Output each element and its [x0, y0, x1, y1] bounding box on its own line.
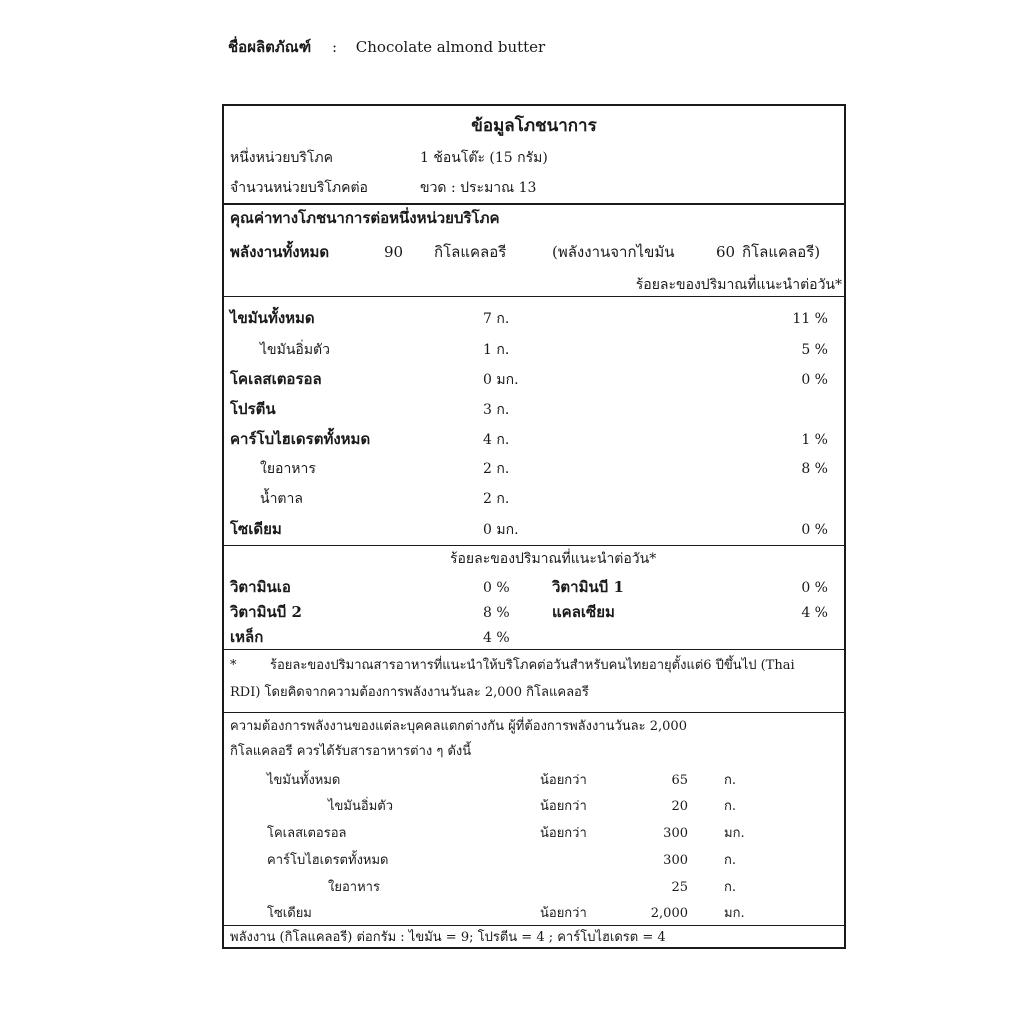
nutrient-amount-sugars: 2 ก.: [483, 491, 510, 507]
nutrient-dv-cholesterol: 0 %: [801, 372, 828, 388]
nutrient-amount-protein: 3 ก.: [483, 402, 510, 418]
nutrient-name-sodium: โซเดียม: [230, 520, 282, 538]
panel-title: ข้อมูลโภชนาการ: [471, 116, 597, 136]
energy-from-fat-value: 60: [716, 243, 736, 261]
nutrient-dv-saturated-fat: 5 %: [801, 342, 828, 358]
guidance-unit-cholesterol: มก.: [724, 826, 745, 841]
nutrient-name-total-fat: ไขมันทั้งหมด: [230, 309, 315, 327]
guidance-qualifier-total-fat: น้อยกว่า: [540, 773, 587, 788]
vitamin-name-b1: วิตามินบี 1: [552, 578, 624, 596]
guidance-line-2: กิโลแคลอรี ควรได้รับสารอาหารต่าง ๆ ดังนี้: [230, 744, 472, 759]
serving-size-label: หนึ่งหน่วยบริโภค: [230, 150, 334, 166]
nutrient-name-protein: โปรตีน: [230, 400, 276, 418]
vitamin-value-a: 0 %: [483, 580, 510, 596]
energy-from-fat-unit: กิโลแคลอรี): [742, 243, 821, 261]
footnote-line-1: ร้อยละของปริมาณสารอาหารที่แนะนำให้บริโภคต่อวันสำหรับคนไทยอายุตั้งแต่6 ปีขึ้นไป (Thai: [270, 658, 795, 673]
mineral-value-calcium: 4 %: [801, 605, 828, 621]
servings-per-container-value: ขวด : ประมาณ 13: [420, 180, 537, 196]
guidance-value-total-fat: 65: [671, 773, 688, 788]
guidance-unit-total-fat: ก.: [724, 773, 737, 788]
footnote-line-2: RDI) โดยคิดจากความต้องการพลังงานวันละ 2,000 กิโลแคลอรี: [230, 685, 589, 700]
nutrient-dv-dietary-fiber: 8 %: [801, 461, 828, 477]
mineral-name-calcium: แคลเซียม: [552, 603, 615, 621]
divider: [224, 203, 844, 205]
nutrient-amount-dietary-fiber: 2 ก.: [483, 461, 510, 477]
daily-value-heading: ร้อยละของปริมาณที่แนะนำต่อวัน*: [635, 277, 842, 293]
divider: [224, 296, 844, 297]
product-name-label: ชื่อผลิตภัณฑ์: [228, 38, 312, 56]
nutrient-name-cholesterol: โคเลสเตอรอล: [230, 370, 322, 388]
divider: [224, 712, 844, 713]
guidance-unit-sodium: มก.: [724, 906, 745, 921]
vitamin-value-b1: 0 %: [801, 580, 828, 596]
guidance-unit-dietary-fiber: ก.: [724, 880, 737, 895]
serving-size-value: 1 ช้อนโต๊ะ (15 กรัม): [420, 150, 548, 166]
guidance-name-saturated-fat: ไขมันอิ่มตัว: [328, 799, 393, 814]
guidance-value-cholesterol: 300: [663, 826, 688, 841]
guidance-name-dietary-fiber: ใยอาหาร: [328, 880, 380, 895]
vitamin-value-b2: 8 %: [483, 605, 510, 621]
guidance-qualifier-cholesterol: น้อยกว่า: [540, 826, 587, 841]
nutrient-dv-total-carbohydrate: 1 %: [801, 432, 828, 448]
guidance-value-dietary-fiber: 25: [671, 880, 688, 895]
mineral-name-iron: เหล็ก: [230, 628, 264, 646]
guidance-name-total-carbohydrate: คาร์โบไฮเดรตทั้งหมด: [267, 853, 389, 868]
product-name-value: Chocolate almond butter: [355, 38, 546, 56]
guidance-value-saturated-fat: 20: [671, 799, 688, 814]
nutrient-amount-cholesterol: 0 มก.: [483, 372, 519, 388]
divider: [224, 649, 844, 650]
vitamins-heading: ร้อยละของปริมาณที่แนะนำต่อวัน*: [450, 551, 657, 567]
energy-value: 90: [384, 243, 404, 261]
nutrient-dv-sodium: 0 %: [801, 522, 828, 538]
nutrient-amount-total-fat: 7 ก.: [483, 311, 510, 327]
guidance-qualifier-saturated-fat: น้อยกว่า: [540, 799, 587, 814]
guidance-unit-total-carbohydrate: ก.: [724, 853, 737, 868]
vitamin-name-b2: วิตามินบี 2: [230, 603, 302, 621]
nutrient-amount-saturated-fat: 1 ก.: [483, 342, 510, 358]
energy-from-fat-label: (พลังงานจากไขมัน: [552, 243, 675, 261]
nutrient-amount-sodium: 0 มก.: [483, 522, 519, 538]
energy-unit: กิโลแคลอรี: [434, 243, 507, 261]
vitamin-name-a: วิตามินเอ: [230, 578, 291, 596]
footnote-marker: *: [230, 658, 237, 673]
nutrition-facts-panel: [222, 104, 846, 949]
product-name-line: [228, 35, 545, 59]
nutrient-amount-total-carbohydrate: 4 ก.: [483, 432, 510, 448]
guidance-name-cholesterol: โคเลสเตอรอล: [267, 826, 347, 841]
product-name-separator: :: [331, 38, 338, 56]
energy-label: พลังงานทั้งหมด: [230, 243, 330, 261]
guidance-line-1: ความต้องการพลังงานของแต่ละบุคคลแตกต่างกัน ผู้ที่ต้องการพลังงานวันละ 2,000: [230, 719, 687, 734]
guidance-value-total-carbohydrate: 300: [663, 853, 688, 868]
energy-per-gram-note: พลังงาน (กิโลแคลอรี) ต่อกรัม : ไขมัน = 9; โปรตีน = 4 ; คาร์โบไฮเดรต = 4: [230, 930, 666, 945]
nutrient-name-dietary-fiber: ใยอาหาร: [260, 461, 316, 477]
nutrient-name-sugars: น้ำตาล: [260, 491, 303, 507]
guidance-unit-saturated-fat: ก.: [724, 799, 737, 814]
guidance-name-total-fat: ไขมันทั้งหมด: [267, 773, 341, 788]
divider: [224, 545, 844, 546]
per-serving-heading: คุณค่าทางโภชนาการต่อหนึ่งหน่วยบริโภค: [230, 209, 500, 227]
servings-per-container-label: จำนวนหน่วยบริโภคต่อ: [230, 180, 368, 196]
guidance-qualifier-sodium: น้อยกว่า: [540, 906, 587, 921]
guidance-name-sodium: โซเดียม: [267, 906, 312, 921]
guidance-value-sodium: 2,000: [650, 906, 688, 921]
nutrient-name-total-carbohydrate: คาร์โบไฮเดรตทั้งหมด: [230, 430, 371, 448]
divider: [224, 925, 844, 926]
nutrient-name-saturated-fat: ไขมันอิ่มตัว: [260, 342, 330, 358]
nutrient-dv-total-fat: 11 %: [792, 311, 828, 327]
mineral-value-iron: 4 %: [483, 630, 510, 646]
